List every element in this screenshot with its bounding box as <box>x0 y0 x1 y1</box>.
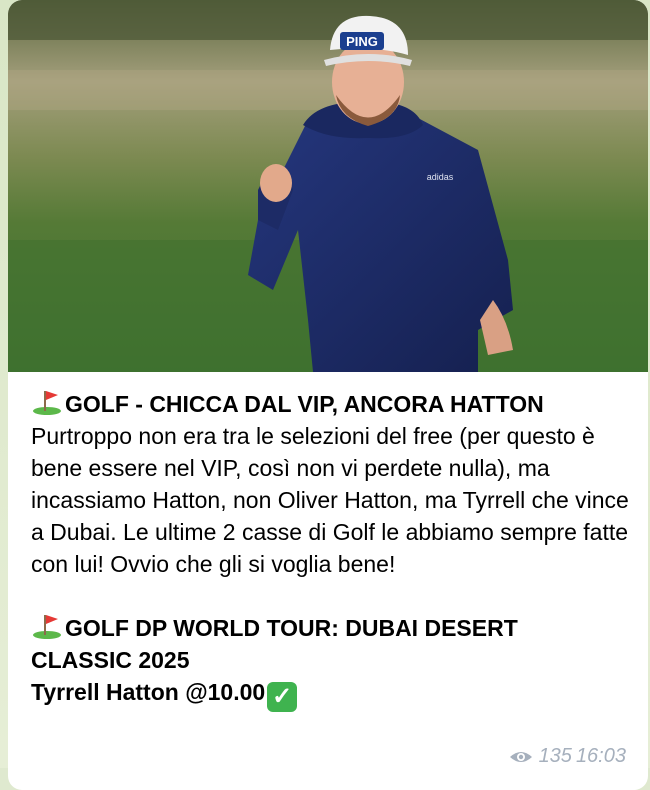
message-time: 16:03 <box>575 745 626 767</box>
pick-line <box>31 676 551 712</box>
cap-logo-text: PING <box>346 34 378 49</box>
view-count: 135 <box>538 745 572 767</box>
message-text <box>31 388 631 712</box>
post-photo[interactable] <box>8 0 648 372</box>
pick-text: Tyrrell Hatton @10.00 <box>31 679 266 705</box>
golfer-photo <box>8 0 648 372</box>
message-bubble[interactable] <box>8 0 648 790</box>
message-meta <box>509 745 626 768</box>
golf-flag-icon <box>31 613 63 639</box>
paragraph-spacer <box>31 580 631 612</box>
section1-body: Purtroppo non era tra le selezioni del free (per questo è bene essere nel VIP, così non vi perdete nulla), ma incassiamo Hatton, non Oliver Hatton, ma Tyrrell che vince a Dubai. Le ultime 2 casse di Golf le abbiamo sempre fatte con lui! Ovvio che gli si voglia bene! <box>31 423 629 577</box>
section1-title <box>31 388 551 420</box>
section1-title-text: GOLF - CHICCA DAL VIP, ANCORA HATTON <box>65 391 544 417</box>
section2-title-text: GOLF DP WORLD TOUR: DUBAI DESERT CLASSIC 2025 <box>31 615 518 673</box>
golf-flag-icon <box>31 389 63 415</box>
section2-title <box>31 612 551 676</box>
shirt-logo-text: adidas <box>426 172 454 182</box>
eye-icon <box>509 749 533 765</box>
check-mark-icon: ✓ <box>267 682 297 712</box>
